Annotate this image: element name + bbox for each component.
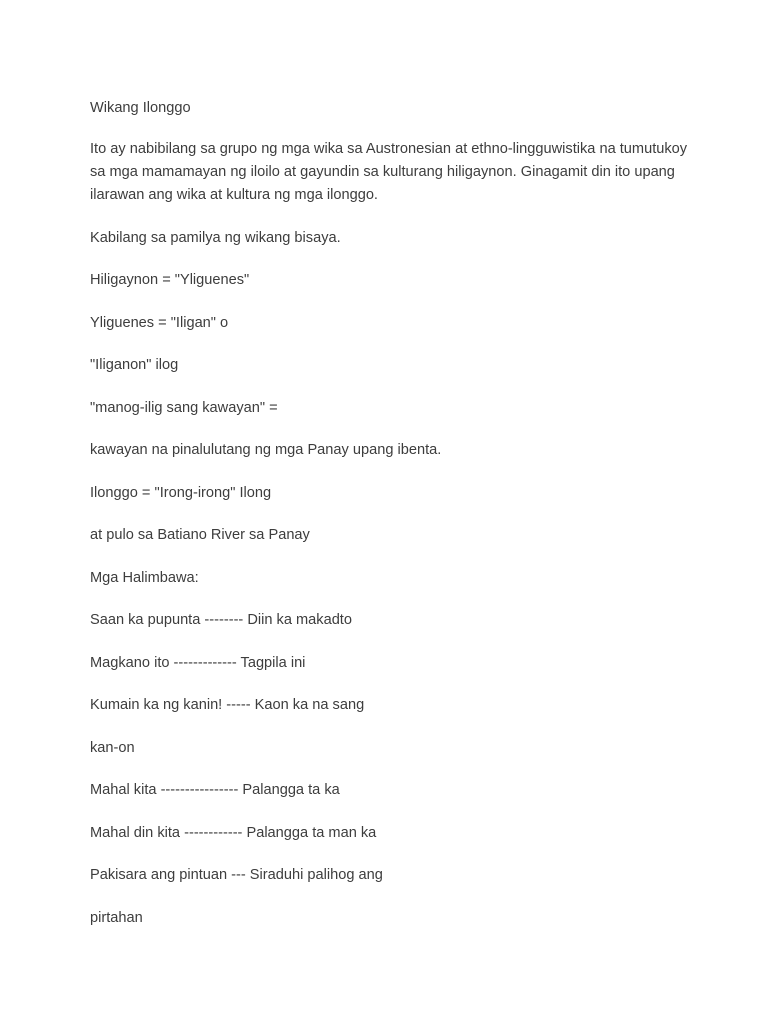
- example-line: Kumain ka ng kanin! ----- Kaon ka na sang: [90, 697, 365, 713]
- intro-paragraph: Ito ay nabibilang sa grupo ng mga wika sa Austronesian at ethno-lingguwistika na tumutukoy sa mga mamamayan ng iloilo at gayundin sa kulturang hiligaynon. Ginagamit din ito upang ilarawan ang wika at kultura ng mga ilonggo.: [90, 141, 688, 203]
- document-title: Wikang Ilonggo: [90, 100, 191, 116]
- example-line: Saan ka pupunta -------- Diin ka makadto: [90, 612, 352, 628]
- paragraph-kawayan: kawayan na pinalulutang ng mga Panay upang ibenta.: [90, 442, 442, 458]
- paragraph-family: Kabilang sa pamilya ng wikang bisaya.: [90, 229, 341, 246]
- example-line: Mahal kita ---------------- Palangga ta ka: [90, 782, 340, 798]
- examples-heading: Mga Halimbawa:: [90, 569, 199, 586]
- example-line: kan-on: [90, 739, 135, 756]
- paragraph-hiligaynon: Hiligaynon = "Yliguenes": [90, 272, 250, 288]
- document-body: [90, 97, 690, 949]
- example-line: pirtahan: [90, 909, 143, 926]
- paragraph-iliganon: "Iliganon" ilog: [90, 357, 179, 373]
- example-line: Pakisara ang pintuan --- Siraduhi palihog ang: [90, 867, 383, 883]
- paragraph-yliguenes: Yliguenes = "Iligan" o: [90, 314, 229, 331]
- example-line: Magkano ito ------------- Tagpila ini: [90, 654, 306, 671]
- paragraph-ilonggo: Ilonggo = "Irong-irong" Ilong: [90, 484, 272, 501]
- example-line: Mahal din kita ------------ Palangga ta man ka: [90, 824, 377, 841]
- paragraph-pulo: at pulo sa Batiano River sa Panay: [90, 527, 310, 543]
- paragraph-manog-ilig: "manog-ilig sang kawayan" =: [90, 399, 278, 416]
